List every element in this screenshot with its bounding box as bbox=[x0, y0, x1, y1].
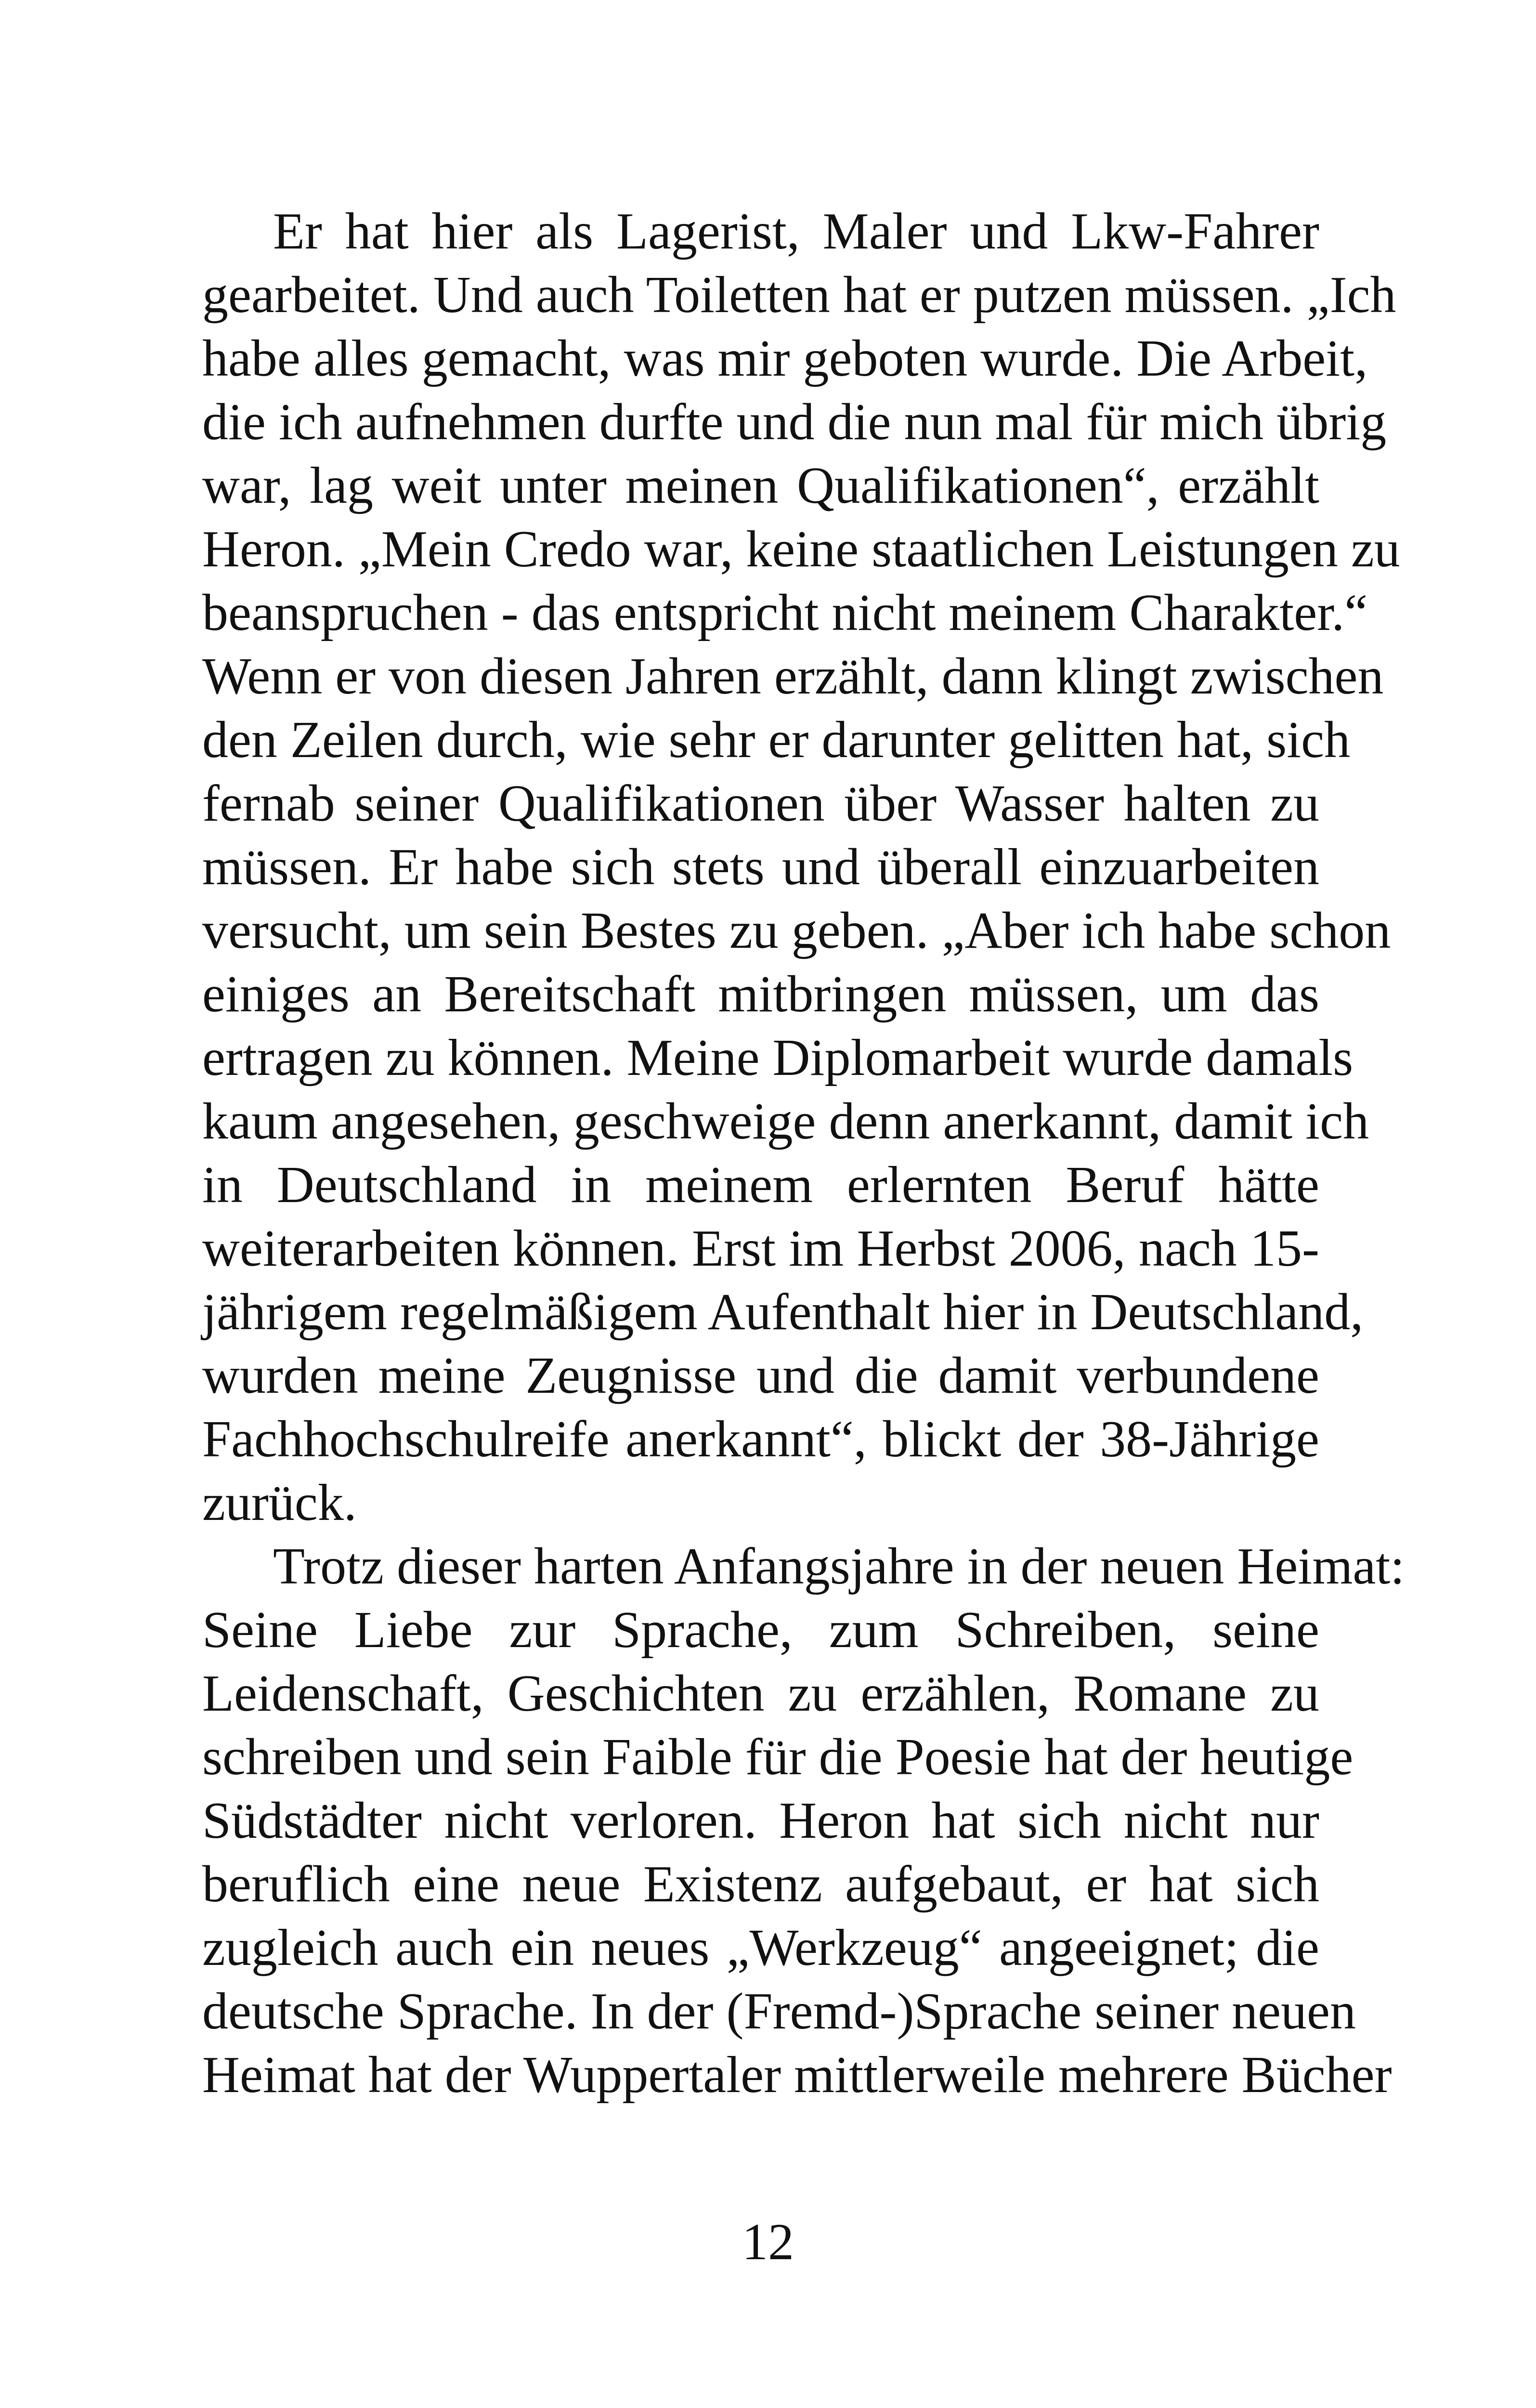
text-line: jährigem regelmäßigem Aufenthalt hier in Deutschland, bbox=[202, 1283, 1364, 1341]
text-line: gearbeitet. Und auch Toiletten hat er putzen müssen. „Ich bbox=[202, 266, 1396, 324]
text-line: zurück. bbox=[202, 1474, 357, 1531]
text-line: Wenn er von diesen Jahren erzählt, dann klingt zwischen bbox=[202, 648, 1384, 705]
text-line: schreiben und sein Faible für die Poesie hat der heutige bbox=[202, 1728, 1354, 1786]
text-line: Heimat hat der Wuppertaler mittlerweile mehrere Bücher bbox=[202, 2046, 1392, 2104]
text-line: war, lag weit unter meinen Qualifikationen“, erzählt bbox=[202, 457, 1319, 514]
text-line: wurden meine Zeugnisse und die damit verbundene bbox=[202, 1347, 1319, 1404]
text-line: fernab seiner Qualifikationen über Wasser halten zu bbox=[202, 775, 1319, 832]
text-line: kaum angesehen, geschweige denn anerkannt, damit ich bbox=[202, 1093, 1369, 1150]
text-line: deutsche Sprache. In der (Fremd-)Sprache seiner neuen bbox=[202, 1983, 1356, 2040]
text-line: habe alles gemacht, was mir geboten wurde. Die Arbeit, bbox=[202, 330, 1368, 387]
text-line: müssen. Er habe sich stets und überall einzuarbeiten bbox=[202, 838, 1319, 896]
text-line: Er hat hier als Lagerist, Maler und Lkw-Fahrer bbox=[273, 203, 1319, 260]
text-line: weiterarbeiten können. Erst im Herbst 2006, nach 15- bbox=[202, 1220, 1319, 1277]
text-line: in Deutschland in meinem erlernten Beruf hätte bbox=[202, 1156, 1319, 1214]
text-line: Fachhochschulreife anerkannt“, blickt der 38-Jährige bbox=[202, 1411, 1319, 1468]
text-line: ertragen zu können. Meine Diplomarbeit wurde damals bbox=[202, 1029, 1354, 1086]
text-line: Seine Liebe zur Sprache, zum Schreiben, seine bbox=[202, 1601, 1319, 1659]
text-line: einiges an Bereitschaft mitbringen müssen, um das bbox=[202, 966, 1319, 1023]
text-line: beanspruchen - das entspricht nicht meinem Charakter.“ bbox=[202, 584, 1368, 641]
text-line: beruflich eine neue Existenz aufgebaut, er hat sich bbox=[202, 1856, 1319, 1913]
text-line: zugleich auch ein neues „Werkzeug“ angeeignet; die bbox=[202, 1919, 1319, 1976]
body-text bbox=[202, 200, 1405, 2107]
page-number: 12 bbox=[742, 2213, 794, 2271]
text-line: versucht, um sein Bestes zu geben. „Aber ich habe schon bbox=[202, 902, 1391, 959]
text-line: den Zeilen durch, wie sehr er darunter gelitten hat, sich bbox=[202, 711, 1351, 769]
text-line: Leidenschaft, Geschichten zu erzählen, Romane zu bbox=[202, 1665, 1319, 1722]
text-line: Heron. „Mein Credo war, keine staatlichen Leistungen zu bbox=[202, 521, 1400, 578]
text-line: Trotz dieser harten Anfangsjahre in der neuen Heimat: bbox=[273, 1538, 1405, 1595]
text-line: die ich aufnehmen durfte und die nun mal für mich übrig bbox=[202, 393, 1387, 451]
text-line: Südstädter nicht verloren. Heron hat sich nicht nur bbox=[202, 1792, 1319, 1849]
